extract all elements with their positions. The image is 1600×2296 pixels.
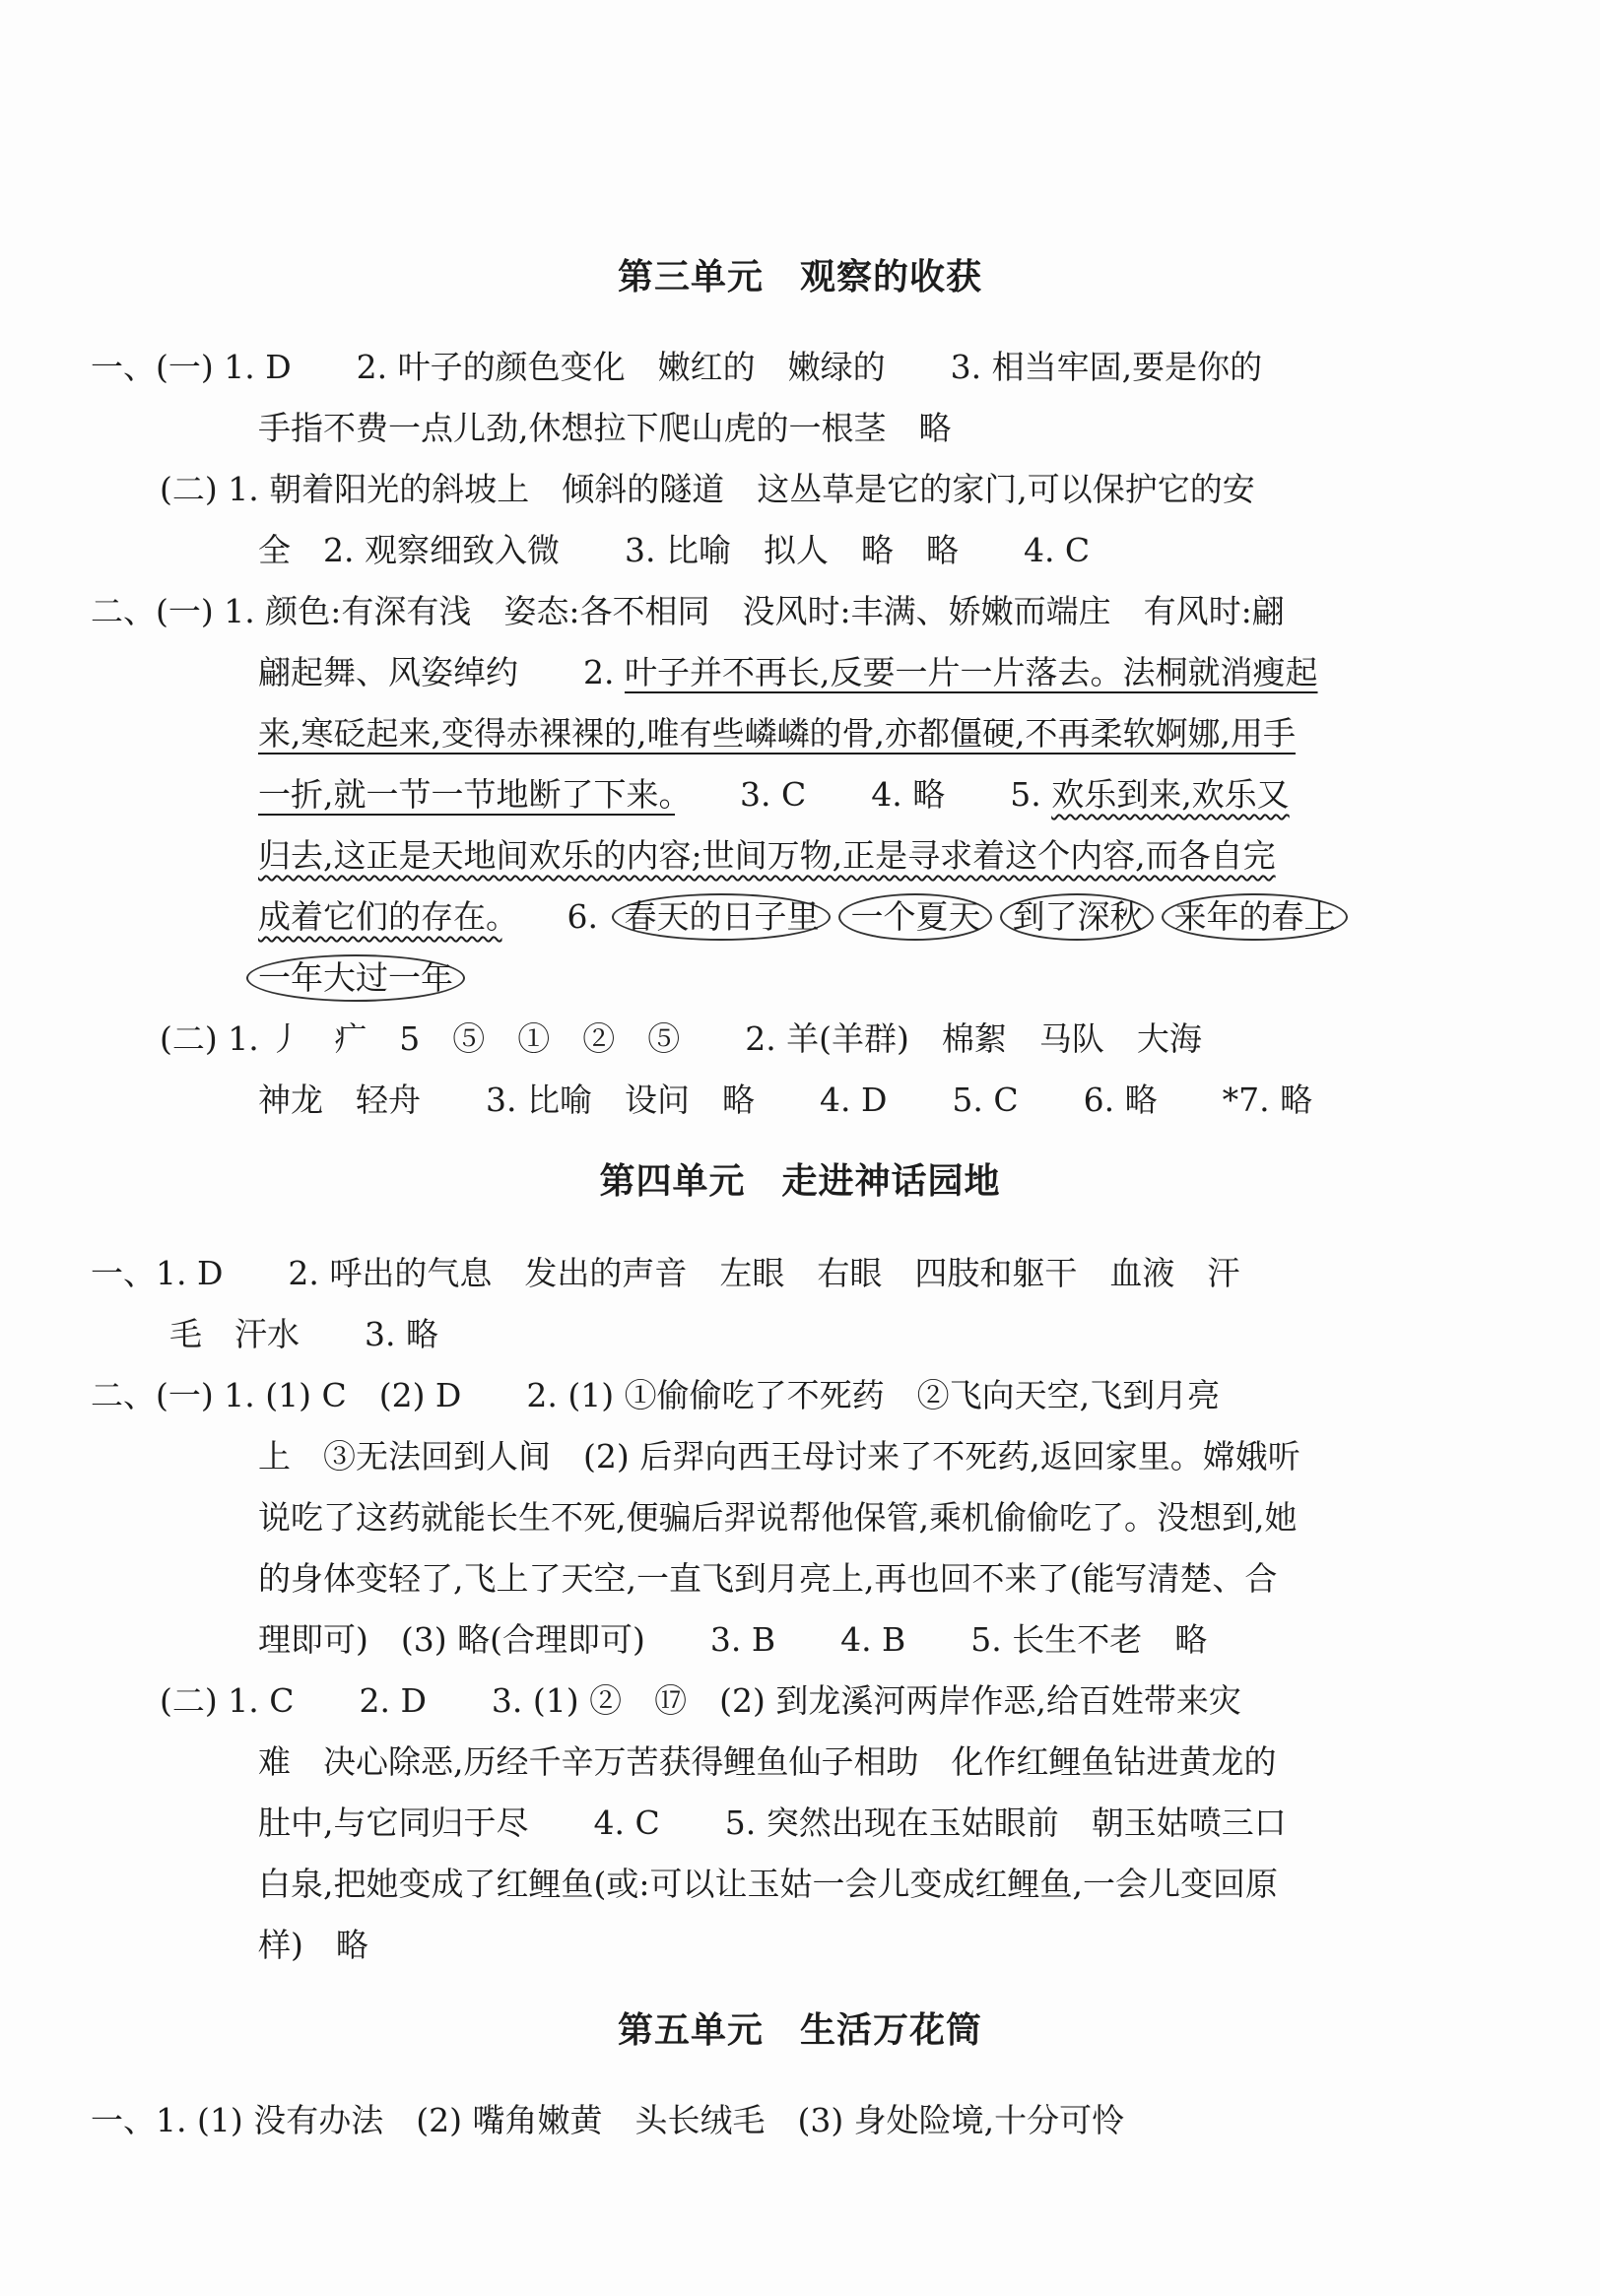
circled-phrase-3: 到了深秋 (1000, 893, 1154, 941)
u4-line-1: 一、1. D 2. 呼出的气息 发出的声音 左眼 右眼 四肢和躯干 血液 汗 (91, 1254, 1240, 1292)
u3-line-10-b: 6. (501, 897, 609, 936)
u5-line-1: 一、1. (1) 没有办法 (2) 嘴角嫩黄 头长绒毛 (3) 身处险境,十分可怜 (91, 2101, 1125, 2139)
wavy-answer-end: 成着它们的存在。 (258, 897, 502, 936)
u3-line-9 (258, 825, 1276, 886)
u3-line-6-a: 翩起舞、风姿绰约 2. (258, 653, 625, 691)
underlined-answer-line: 来,寒砭起来,变得赤裸裸的,唯有些嶙嶙的骨,亦都僵硬,不再柔软婀娜,用手 (258, 714, 1296, 753)
u4-line-8: (二) 1. C 2. D 3. (1) ② ⑰ (2) 到龙溪河两岸作恶,给百姓带来灾 (160, 1681, 1241, 1720)
u3-line-7 (258, 703, 1296, 764)
u3-line-8-b: 3. C 4. 略 5. (675, 775, 1052, 814)
wavy-answer: 欢乐到来,欢乐又 (1051, 775, 1290, 814)
underlined-answer-end: 一折,就一节一节地断了下来。 (258, 775, 675, 814)
u4-line-7: 理即可) (3) 略(合理即可) 3. B 4. B 5. 长生不老 略 (258, 1620, 1208, 1659)
u4-line-6: 的身体变轻了,飞上了天空,一直飞到月亮上,再也回不来了(能写清楚、合 (258, 1559, 1278, 1598)
u3-line-10 (258, 886, 1352, 948)
u4-line-9: 难 决心除恶,历经千辛万苦获得鲤鱼仙子相助 化作红鲤鱼钻进黄龙的 (258, 1742, 1277, 1781)
u3-line-8 (258, 764, 1290, 825)
u3-line-11 (242, 948, 469, 1009)
u3-line-3: (二) 1. 朝着阳光的斜坡上 倾斜的隧道 这丛草是它的家门,可以保护它的安 (160, 470, 1255, 508)
u3-line-5: 二、(一) 1. 颜色:有深有浅 姿态:各不相同 没风时:丰满、娇嫩而端庄 有风时:翩 (91, 592, 1285, 630)
u3-line-1: 一、(一) 1. D 2. 叶子的颜色变化 嫩红的 嫩绿的 3. 相当牢固,要是你的 (91, 348, 1263, 386)
u4-line-2: 毛 汗水 3. 略 (169, 1315, 438, 1353)
unit5-title: 第五单元 生活万花筒 (617, 2010, 982, 2051)
wavy-answer-line: 归去,这正是天地间欢乐的内容;世间万物,正是寻求着这个内容,而各自完 (258, 836, 1276, 875)
u3-line-13: 神龙 轻舟 3. 比喻 设问 略 4. D 5. C 6. 略 *7. 略 (258, 1081, 1313, 1119)
circled-phrase-1: 春天的日子里 (612, 893, 831, 941)
unit4-title: 第四单元 走进神话园地 (599, 1161, 1001, 1202)
u3-line-4: 全 2. 观察细致入微 3. 比喻 拟人 略 略 4. C (258, 531, 1091, 569)
u3-line-2: 手指不费一点儿劲,休想拉下爬山虎的一根茎 略 (258, 409, 952, 447)
unit3-title: 第三单元 观察的收获 (617, 257, 982, 297)
u4-line-12: 样) 略 (258, 1926, 368, 1964)
u3-line-6 (258, 642, 1317, 703)
underlined-answer-cont: 法桐就消瘦起 (1122, 653, 1318, 691)
u4-line-11: 白泉,把她变成了红鲤鱼(或:可以让玉姑一会儿变成红鲤鱼,一会儿变回原 (258, 1865, 1278, 1903)
u4-line-5: 说吃了这药就能长生不死,便骗后羿说帮他保管,乘机偷偷吃了。没想到,她 (258, 1498, 1298, 1537)
circled-phrase-4: 来年的春上 (1162, 893, 1348, 941)
u3-line-12: (二) 1. 丿 疒 5 ⑤ ① ② ⑤ 2. 羊(羊群) 棉絮 马队 大海 (160, 1019, 1202, 1058)
u4-line-3: 二、(一) 1. (1) C (2) D 2. (1) ①偷偷吃了不死药 ②飞向天空,飞到月亮 (91, 1376, 1221, 1414)
underlined-answer: 叶子并不再长,反要一片一片落去。 (624, 653, 1123, 691)
circled-phrase-5: 一年大过一年 (246, 954, 465, 1002)
circled-phrase-2: 一个夏天 (838, 893, 992, 941)
u4-line-4: 上 ③无法回到人间 (2) 后羿向西王母讨来了不死药,返回家里。嫦娥听 (258, 1437, 1300, 1476)
u4-line-10: 肚中,与它同归于尽 4. C 5. 突然出现在玉姑眼前 朝玉姑喷三口 (258, 1804, 1287, 1842)
